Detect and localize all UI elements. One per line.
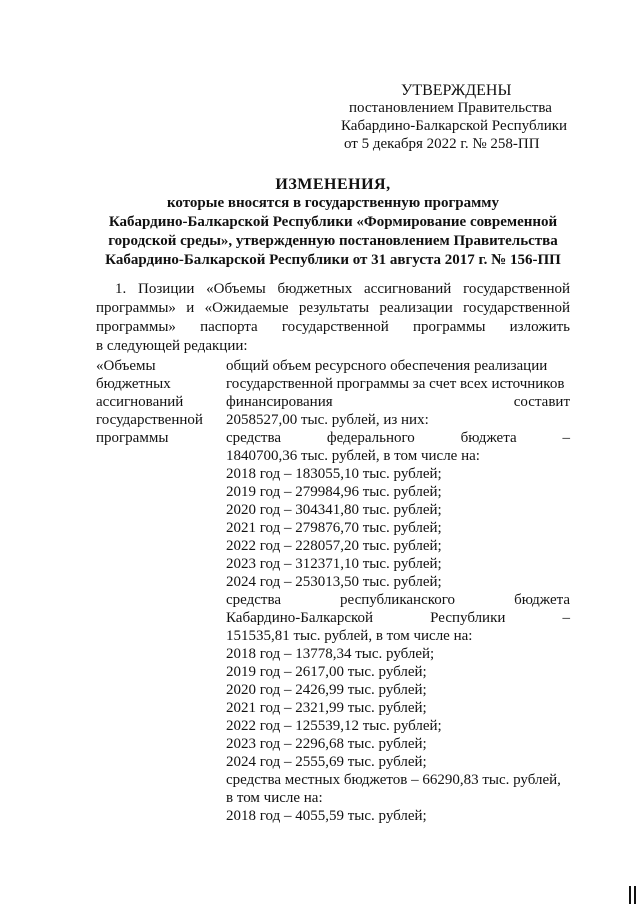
left-cell-line: ассигнований	[96, 394, 184, 410]
left-cell-line: государственной	[96, 412, 203, 428]
left-cell-line: бюджетных	[96, 376, 171, 392]
right-cell-line: 2020 год – 304341,80 тыс. рублей;	[226, 502, 442, 518]
intro-line: 1. Позиции «Объемы бюджетных ассигнований государственной	[115, 281, 570, 297]
right-cell-line: 2021 год – 279876,70 тыс. рублей;	[226, 520, 442, 536]
right-cell-line: средства республиканского бюджета	[226, 592, 570, 608]
right-cell-line: средства федерального бюджета –	[226, 430, 570, 446]
right-cell-line: 2021 год – 2321,99 тыс. рублей;	[226, 700, 427, 716]
intro-paragraph	[96, 280, 570, 356]
left-cell-line: программы	[96, 430, 169, 446]
right-cell-line: 2022 год – 228057,20 тыс. рублей;	[226, 538, 442, 554]
right-cell-line: финансирования составит	[226, 394, 570, 410]
intro-line: программы» паспорта государственной программы изложить	[96, 319, 570, 335]
approval-line: от 5 декабря 2022 г. № 258-ПП	[344, 136, 540, 152]
right-cell-line: 2019 год – 279984,96 тыс. рублей;	[226, 484, 442, 500]
scan-edge-marks	[628, 886, 640, 904]
intro-line: программы» и «Ожидаемые результаты реализации государственной	[96, 300, 570, 316]
intro-line: в следующей редакции:	[96, 338, 248, 354]
right-cell-line: 2019 год – 2617,00 тыс. рублей;	[226, 664, 427, 680]
approval-line: постановлением Правительства	[349, 100, 552, 116]
title-main: ИЗМЕНЕНИЯ,	[275, 176, 391, 193]
right-cell-line: 2024 год – 2555,69 тыс. рублей;	[226, 754, 427, 770]
title-line: которые вносятся в государственную программу	[166, 195, 500, 211]
title-line: Кабардино-Балкарской Республики от 31 августа 2017 г. № 156-ПП	[105, 252, 561, 268]
right-cell-line: общий объем ресурсного обеспечения реализации	[226, 358, 548, 374]
table-left-column	[96, 357, 222, 447]
right-cell-line: в том числе на:	[226, 790, 323, 806]
right-cell-line: 2022 год – 125539,12 тыс. рублей;	[226, 718, 442, 734]
title-line: городской среды», утвержденную постановлением Правительства	[108, 233, 558, 249]
table-right-column	[226, 357, 570, 825]
scan-mark	[634, 886, 636, 904]
right-cell-line: 1840700,36 тыс. рублей, в том числе на:	[226, 448, 480, 464]
right-cell-line: 2018 год – 13778,34 тыс. рублей;	[226, 646, 435, 662]
right-cell-line: 2023 год – 312371,10 тыс. рублей;	[226, 556, 442, 572]
document-title	[96, 175, 570, 270]
right-cell-line: средства местных бюджетов – 66290,83 тыс. рублей,	[226, 772, 561, 788]
approval-heading: УТВЕРЖДЕНЫ	[401, 82, 512, 99]
scan-mark	[629, 886, 631, 904]
right-cell-line: 2018 год – 183055,10 тыс. рублей;	[226, 466, 442, 482]
right-cell-line: 2023 год – 2296,68 тыс. рублей;	[226, 736, 427, 752]
right-cell-line: 2058527,00 тыс. рублей, из них:	[226, 412, 429, 428]
right-cell-line: 2024 год – 253013,50 тыс. рублей;	[226, 574, 442, 590]
right-cell-line: Кабардино-Балкарской Республики –	[226, 610, 570, 626]
right-cell-line: государственной программы за счет всех источников	[226, 376, 565, 392]
title-line: Кабардино-Балкарской Республики «Формирование современной	[108, 214, 558, 230]
left-cell-line: «Объемы	[96, 358, 156, 374]
right-cell-line: 151535,81 тыс. рублей, в том числе на:	[226, 628, 473, 644]
approval-line: Кабардино-Балкарской Республики	[341, 118, 568, 134]
right-cell-line: 2018 год – 4055,59 тыс. рублей;	[226, 808, 427, 824]
right-cell-line: 2020 год – 2426,99 тыс. рублей;	[226, 682, 427, 698]
